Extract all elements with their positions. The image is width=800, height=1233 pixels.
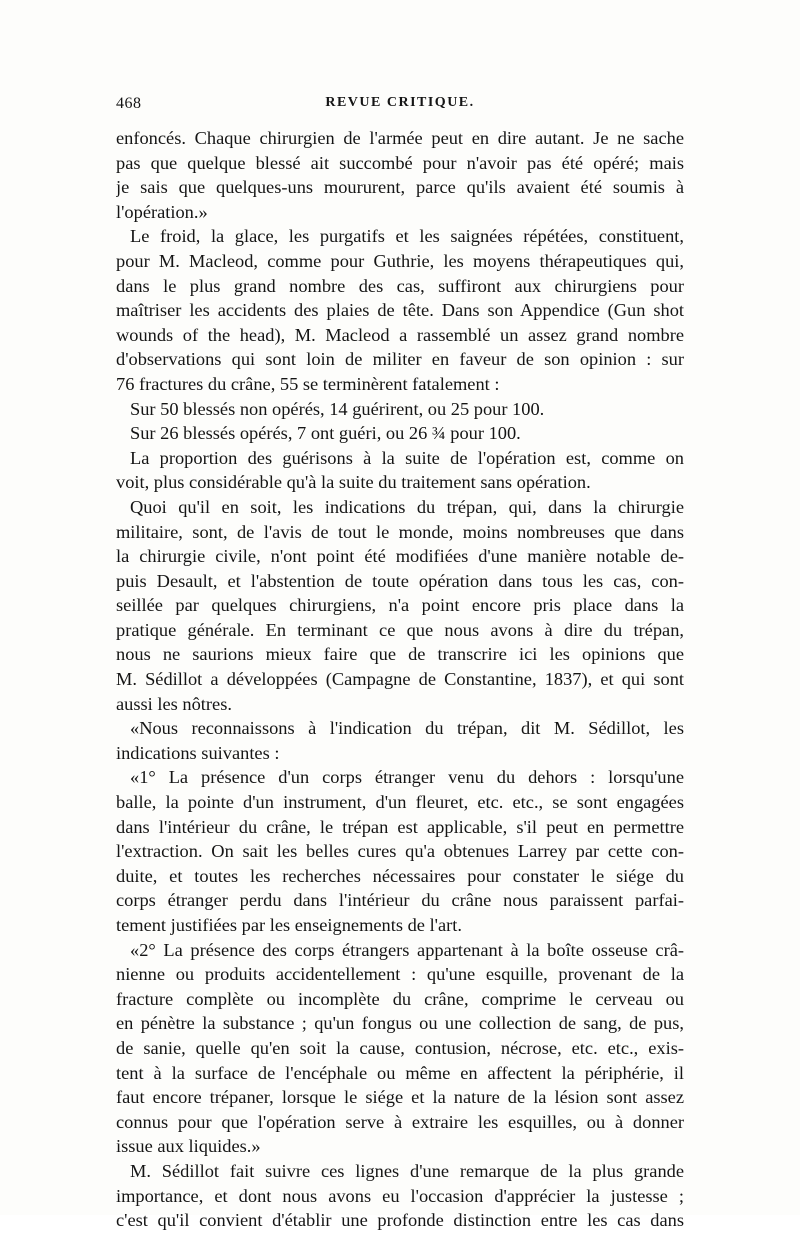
text-line: M. Sédillot a développées (Campagne de Constantine, 1837), et qui sont	[116, 669, 684, 690]
text-line: de sanie, quelle qu'en soit la cause, contusion, nécrose, etc. etc., exis-	[116, 1037, 684, 1058]
text-line: l'extraction. On sait les belles cures qu'a obtenues Larrey par cette con-	[116, 841, 684, 862]
text-line: «2° La présence des corps étrangers appartenant à la boîte osseuse crâ-	[130, 939, 684, 960]
text-line: Le froid, la glace, les purgatifs et les saignées répétées, constituent,	[130, 226, 684, 247]
text-line: corps étranger perdu dans l'intérieur du crâne nous paraissent parfai-	[116, 890, 684, 911]
text-line: wounds of the head), M. Macleod a rassemblé un assez grand nombre	[116, 324, 684, 345]
text-line: aussi les nôtres.	[116, 693, 232, 714]
text-line: nous ne saurions mieux faire que de transcrire ici les opinions que	[116, 644, 684, 665]
text-line: La proportion des guérisons à la suite de l'opération est, comme on	[130, 447, 684, 468]
text-line: Sur 50 blessés non opérés, 14 guérirent, ou 25 pour 100.	[130, 398, 545, 419]
text-line: la chirurgie civile, n'ont point été modifiées d'une manière notable de-	[116, 546, 684, 567]
text-line: c'est qu'il convient d'établir une profonde distinction entre les cas dans	[116, 1210, 684, 1231]
text-line: dans le plus grand nombre des cas, suffiront aux chirurgiens pour	[116, 275, 684, 296]
text-line: tent à la surface de l'encéphale ou même en affectent la périphérie, il	[116, 1062, 684, 1083]
page-body	[116, 126, 684, 1233]
text-line: seillée par quelques chirurgiens, n'a point encore pris place dans la	[116, 595, 684, 616]
text-line: en pénètre la substance ; qu'un fongus ou une collection de sang, de pus,	[116, 1013, 684, 1034]
text-line: tement justifiées par les enseignements de l'art.	[116, 915, 462, 935]
page-header	[116, 95, 684, 121]
text-line: issue aux liquides.»	[116, 1136, 261, 1157]
text-line: «1° La présence d'un corps étranger venu du dehors : lorsqu'une	[130, 767, 684, 788]
text-line: duite, et toutes les recherches nécessaires pour constater le siége du	[116, 865, 684, 886]
text-line: je sais que quelques-uns moururent, parce qu'ils avaient été soumis à	[116, 177, 684, 198]
text-line: balle, la pointe d'un instrument, d'un fleuret, etc. etc., se sont engagées	[116, 792, 684, 813]
text-line: nienne ou produits accidentellement : qu'une esquille, provenant de la	[116, 964, 684, 985]
text-line: voit, plus considérable qu'à la suite du traitement sans opération.	[116, 472, 591, 493]
text-line: Quoi qu'il en soit, les indications du trépan, qui, dans la chirurgie	[130, 496, 684, 517]
text-line: dans l'intérieur du crâne, le trépan est applicable, s'il peut en permettre	[116, 816, 684, 837]
text-line: pour M. Macleod, comme pour Guthrie, les moyens thérapeutiques qui,	[116, 250, 684, 271]
running-title: REVUE CRITIQUE.	[325, 95, 475, 110]
page-number: 468	[116, 95, 142, 112]
text-line: 76 fractures du crâne, 55 se terminèrent fatalement :	[116, 373, 500, 394]
text-line: indications suivantes :	[116, 742, 280, 763]
text-line: l'opération.»	[116, 201, 208, 222]
text-line: faut encore trépaner, lorsque le siége et la nature de la lésion sont assez	[116, 1087, 684, 1108]
text-line: M. Sédillot fait suivre ces lignes d'une remarque de la plus grande	[130, 1160, 684, 1181]
text-line: militaire, sont, de l'avis de tout le monde, moins nombreuses que dans	[116, 521, 684, 542]
text-line: fracture complète ou incomplète du crâne, comprime le cerveau ou	[116, 988, 684, 1009]
text-line: puis Desault, et l'abstention de toute opération dans tous les cas, con-	[116, 570, 684, 591]
text-line: d'observations qui sont loin de militer en faveur de son opinion : sur	[116, 349, 684, 370]
text-line: enfoncés. Chaque chirurgien de l'armée peut en dire autant. Je ne sache	[116, 128, 684, 148]
text-line: Sur 26 blessés opérés, 7 ont guéri, ou 26 ¾ pour 100.	[130, 423, 521, 444]
text-line: «Nous reconnaissons à l'indication du trépan, dit M. Sédillot, les	[130, 718, 684, 739]
text-line: importance, et dont nous avons eu l'occasion d'apprécier la justesse ;	[116, 1185, 684, 1206]
text-line: pratique générale. En terminant ce que nous avons à dire du trépan,	[116, 619, 684, 640]
text-line: maîtriser les accidents des plaies de tête. Dans son Appendice (Gun shot	[116, 300, 684, 321]
text-line: pas que quelque blessé ait succombé pour n'avoir pas été opéré; mais	[116, 152, 684, 173]
text-line: connus pour que l'opération serve à extraire les esquilles, ou à donner	[116, 1111, 684, 1132]
